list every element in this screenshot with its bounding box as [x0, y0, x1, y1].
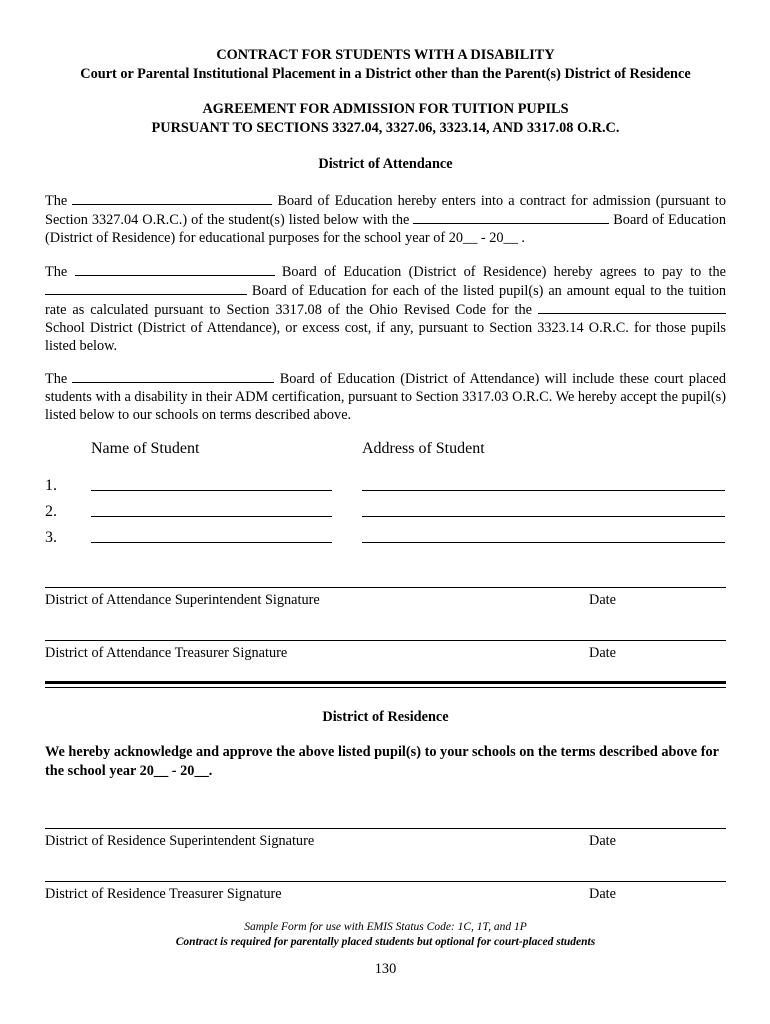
residence-acknowledgement: We hereby acknowledge and approve the above listed pupil(s) to your schools on the terms described above for the school year 20__ - 20__.	[45, 744, 719, 779]
para2-part3: Board of Education for each of the listed pupil(s) an amount equal to the tuition rate as calculated pursuant to Section 3317.08 of the Ohio Revised Code for the	[45, 283, 726, 318]
para2-part1: The	[45, 264, 68, 280]
student-2-address-field[interactable]	[362, 516, 725, 517]
residence-board-blank[interactable]	[413, 210, 609, 224]
contract-paragraph-3	[45, 369, 726, 424]
residence-heading: District of Residence	[322, 709, 449, 725]
para3-part1: The	[45, 371, 68, 387]
form-subtitle: Court or Parental Institutional Placement in a District other than the Parent(s) District of Residence	[80, 66, 691, 82]
para3-part2: Board of Education (District of Attendance) will include these court placed students with a disability in their ADM certification, pursuant to Section 3317.03 O.R.C. We hereby accept the pupil(s) listed below to our schools on terms described above.	[45, 371, 726, 423]
residence-treasurer-signature-line[interactable]	[45, 881, 726, 882]
school-district-blank[interactable]	[538, 300, 726, 314]
student-3-address-field[interactable]	[362, 542, 725, 543]
attendance-treasurer-signature-label: District of Attendance Treasurer Signature	[45, 645, 288, 661]
agreement-sections: PURSUANT TO SECTIONS 3327.04, 3327.06, 3323.14, AND 3317.08 O.R.C.	[151, 120, 620, 136]
attendance-treasurer-date-label: Date	[589, 645, 616, 661]
student-row-number: 3.	[45, 529, 57, 546]
contract-paragraph-1	[45, 191, 726, 247]
para1-part2: Board of Education hereby enters into a contract for admission (pursuant to Section 3327.04 O.R.C.) of the student(s) listed below with the	[45, 193, 727, 228]
attendance-treasurer-signature-line[interactable]	[45, 640, 726, 641]
para2-part4: School District (District of Attendance), or excess cost, if any, pursuant to Section 3323.14 O.R.C. for those pupils listed below.	[45, 320, 726, 354]
student-row-number: 1.	[45, 477, 57, 494]
contract-paragraph-2	[45, 262, 726, 355]
student-1-address-field[interactable]	[362, 490, 725, 491]
attendance-heading: District of Attendance	[318, 156, 453, 172]
footer-note-emis: Sample Form for use with EMIS Status Code: 1C, 1T, and 1P	[244, 921, 527, 933]
attendance-superintendent-signature-label: District of Attendance Superintendent Signature	[45, 592, 320, 608]
residence-superintendent-date-label: Date	[589, 833, 616, 849]
para1-part3: Board of Education (District of Residence) for educational purposes for the school year of 20__ - 20__ .	[45, 212, 726, 246]
residence-superintendent-signature-label: District of Residence Superintendent Signature	[45, 833, 315, 849]
student-address-header: Address of Student	[362, 440, 485, 457]
attendance-superintendent-date-label: Date	[589, 592, 616, 608]
student-name-header: Name of Student	[91, 440, 200, 457]
para2-part2: Board of Education (District of Residence) hereby agrees to pay to the	[281, 264, 727, 280]
residence-superintendent-signature-line[interactable]	[45, 828, 726, 829]
section-divider	[45, 681, 726, 688]
agreement-heading: AGREEMENT FOR ADMISSION FOR TUITION PUPILS	[202, 101, 569, 117]
student-3-name-field[interactable]	[91, 542, 332, 543]
residence-treasurer-date-label: Date	[589, 886, 616, 902]
residence-treasurer-signature-label: District of Residence Treasurer Signature	[45, 886, 282, 902]
residence-board-pay-blank[interactable]	[75, 262, 275, 276]
page-number: 130	[374, 961, 397, 977]
student-1-name-field[interactable]	[91, 490, 332, 491]
footer-note-contract: Contract is required for parentally placed students but optional for court-placed students	[175, 936, 596, 948]
student-2-name-field[interactable]	[91, 516, 332, 517]
attendance-board-blank[interactable]	[72, 191, 272, 205]
student-row-number: 2.	[45, 503, 57, 520]
para1-part1: The	[45, 193, 68, 209]
form-title: CONTRACT FOR STUDENTS WITH A DISABILITY	[216, 47, 555, 63]
attendance-superintendent-signature-line[interactable]	[45, 587, 726, 588]
attendance-board-pay-blank[interactable]	[45, 281, 247, 295]
attendance-board-include-blank[interactable]	[72, 369, 274, 383]
